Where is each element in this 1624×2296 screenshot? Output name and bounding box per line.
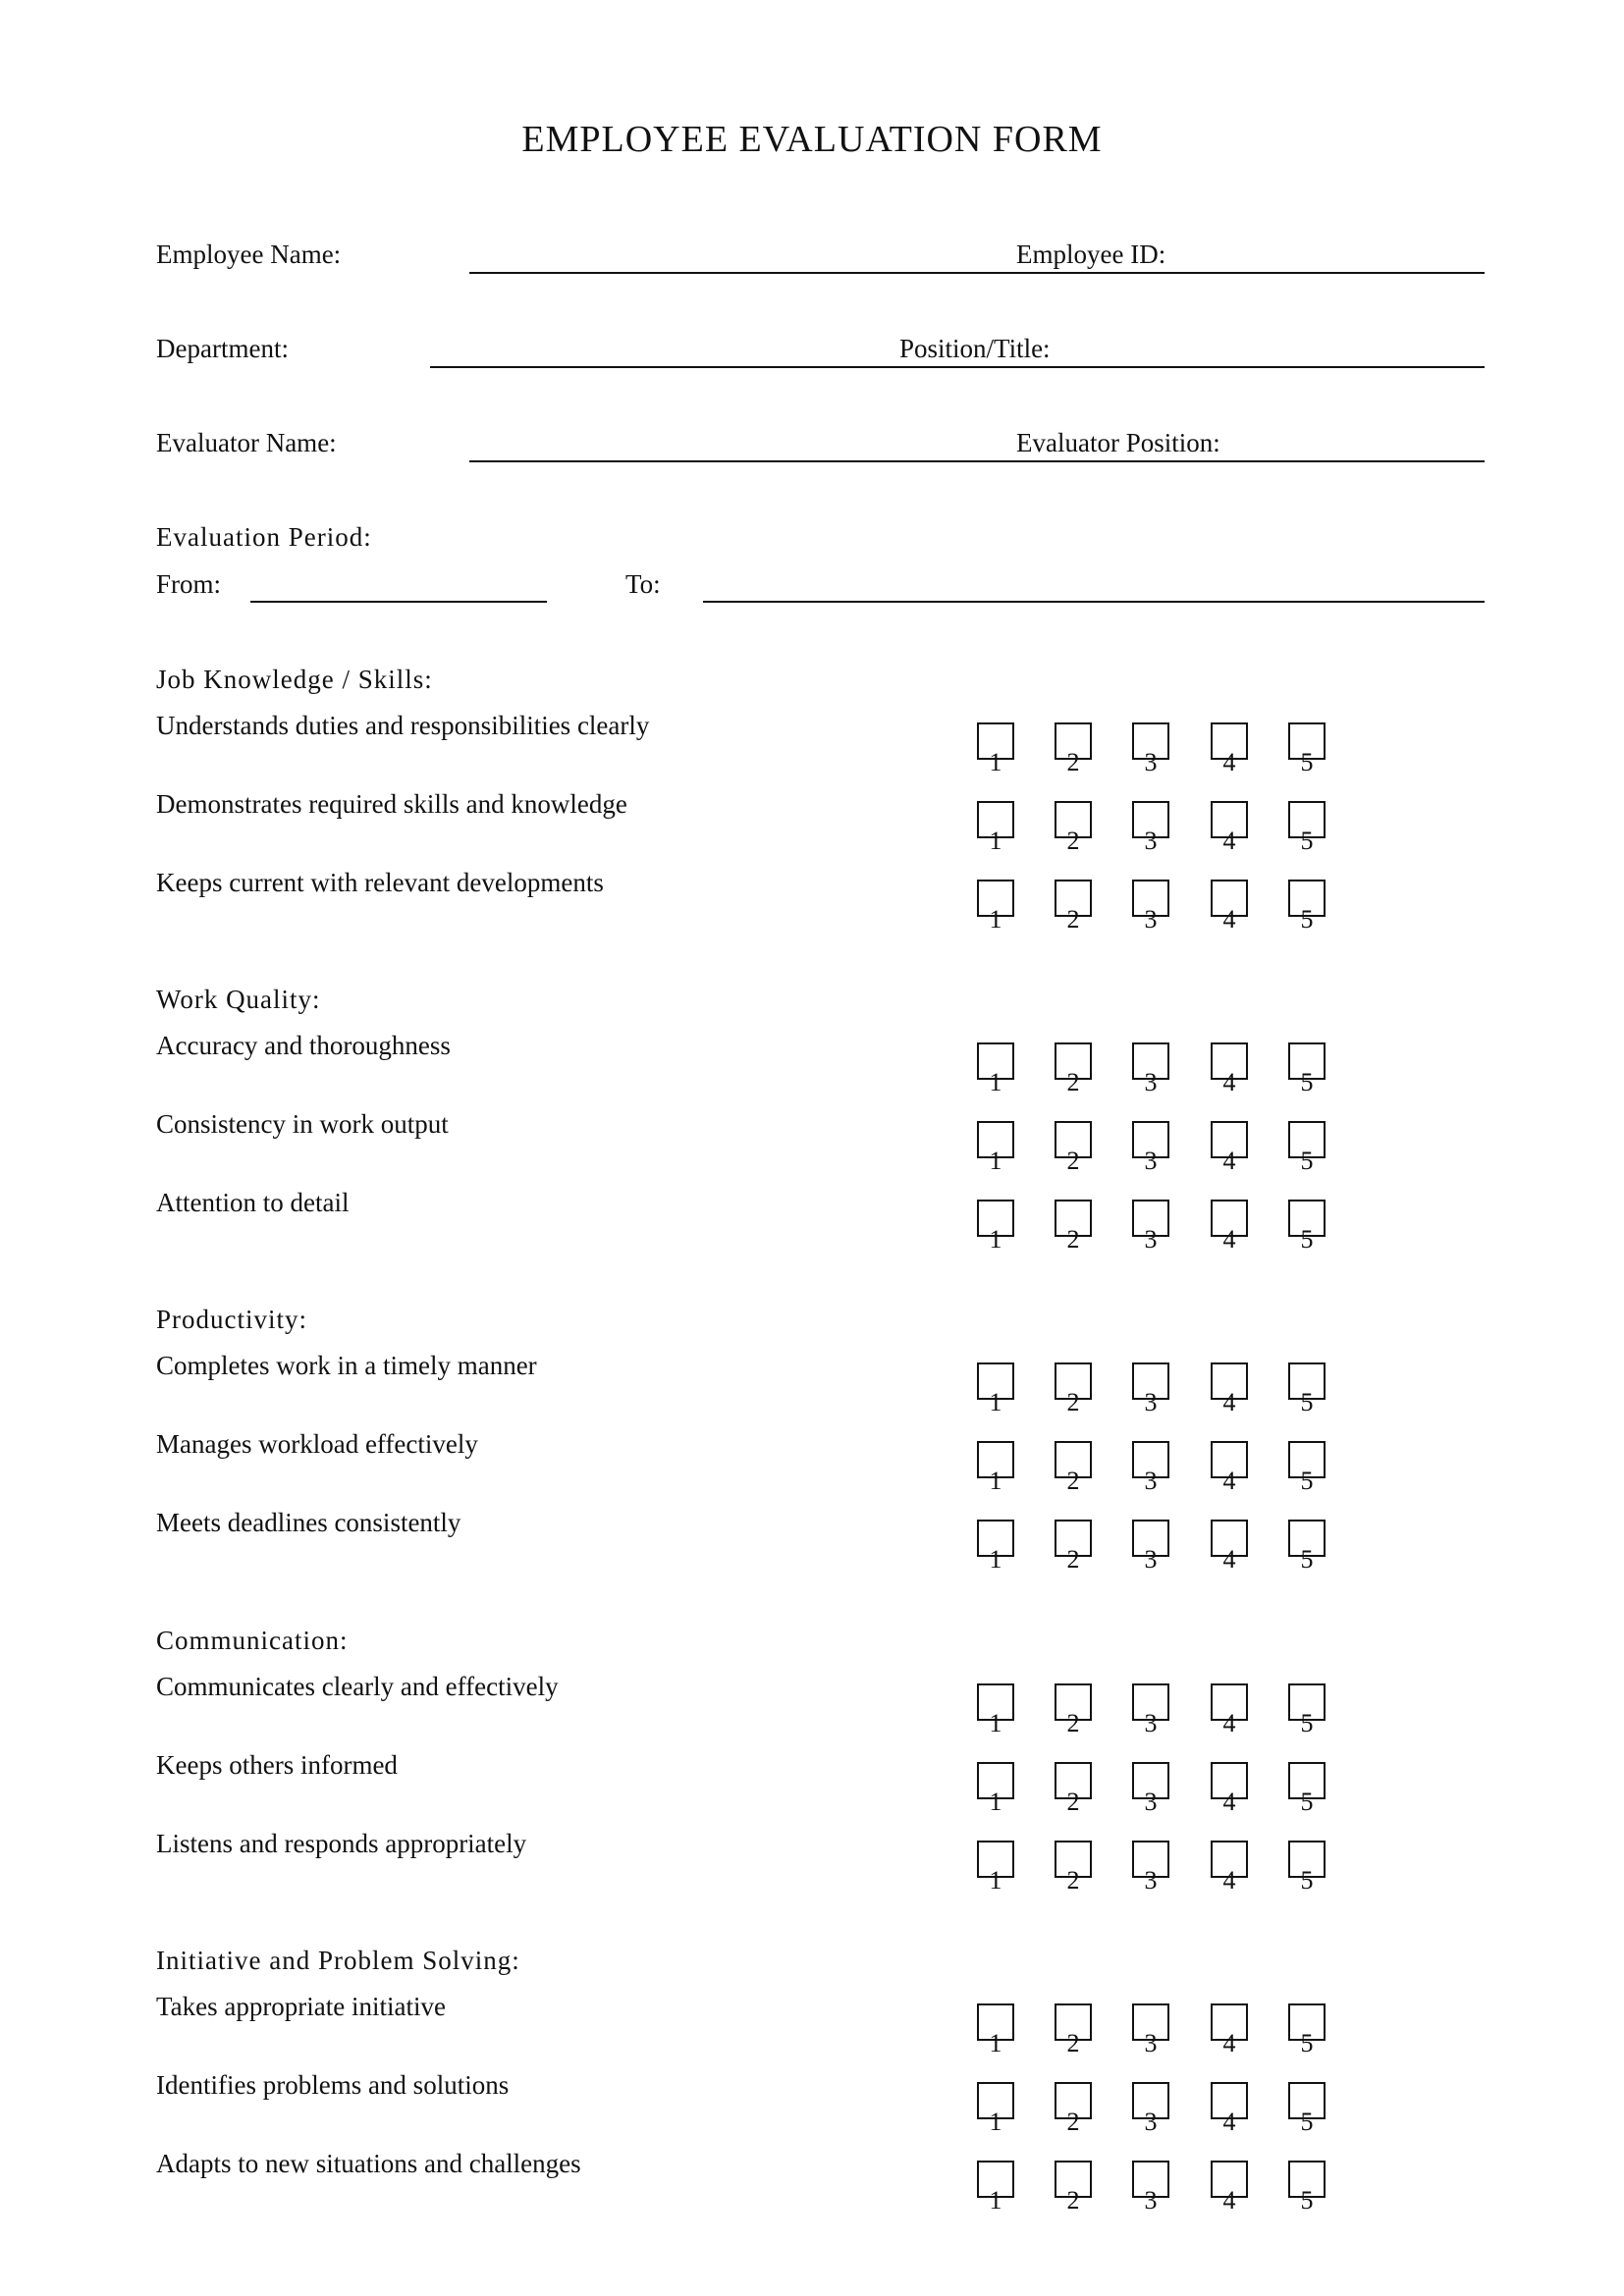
rating-number: 4 bbox=[1222, 748, 1236, 776]
criterion-label: Communicates clearly and effectively bbox=[156, 1672, 559, 1701]
rating-number: 5 bbox=[1300, 905, 1314, 934]
department-line[interactable] bbox=[430, 366, 1485, 368]
rating-number: 4 bbox=[1222, 1788, 1236, 1816]
rating-number: 5 bbox=[1300, 1388, 1314, 1416]
rating-number: 4 bbox=[1222, 1545, 1236, 1574]
rating-number: 2 bbox=[1066, 2186, 1080, 2215]
criterion-label: Accuracy and thoroughness bbox=[156, 1031, 451, 1060]
criterion-label: Understands duties and responsibilities clearly bbox=[156, 711, 650, 740]
rating-number: 5 bbox=[1300, 2029, 1314, 2057]
rating-number: 3 bbox=[1144, 1545, 1158, 1574]
rating-number: 2 bbox=[1066, 1709, 1080, 1737]
rating-number: 3 bbox=[1144, 827, 1158, 855]
rating-number: 2 bbox=[1066, 2029, 1080, 2057]
criterion-label: Identifies problems and solutions bbox=[156, 2070, 510, 2100]
rating-number: 4 bbox=[1222, 2108, 1236, 2136]
department-label: Department: bbox=[156, 334, 289, 363]
rating-number: 3 bbox=[1144, 1388, 1158, 1416]
criterion-label: Demonstrates required skills and knowledge bbox=[156, 789, 627, 819]
rating-number: 4 bbox=[1222, 1068, 1236, 1096]
rating-number: 2 bbox=[1066, 1467, 1080, 1495]
rating-number: 3 bbox=[1144, 2186, 1158, 2215]
employee-id-label: Employee ID: bbox=[1016, 240, 1166, 269]
rating-number: 2 bbox=[1066, 748, 1080, 776]
rating-number: 4 bbox=[1222, 1467, 1236, 1495]
rating-number: 2 bbox=[1066, 1225, 1080, 1254]
rating-number: 1 bbox=[989, 1388, 1002, 1416]
rating-number: 2 bbox=[1066, 1068, 1080, 1096]
criterion-label: Consistency in work output bbox=[156, 1109, 449, 1139]
evaluator-position-label: Evaluator Position: bbox=[1016, 428, 1220, 457]
rating-number: 5 bbox=[1300, 1866, 1314, 1895]
section-heading: Work Quality: bbox=[156, 985, 321, 1014]
section-heading: Job Knowledge / Skills: bbox=[156, 665, 433, 694]
criterion-label: Attention to detail bbox=[156, 1188, 350, 1217]
rating-number: 2 bbox=[1066, 827, 1080, 855]
rating-number: 2 bbox=[1066, 1147, 1080, 1175]
rating-number: 5 bbox=[1300, 1467, 1314, 1495]
rating-number: 1 bbox=[989, 1866, 1002, 1895]
rating-number: 1 bbox=[989, 748, 1002, 776]
rating-number: 1 bbox=[989, 1467, 1002, 1495]
rating-number: 4 bbox=[1222, 827, 1236, 855]
to-label: To: bbox=[625, 569, 661, 599]
rating-number: 5 bbox=[1300, 2108, 1314, 2136]
rating-number: 3 bbox=[1144, 1147, 1158, 1175]
rating-number: 1 bbox=[989, 2108, 1002, 2136]
criterion-label: Manages workload effectively bbox=[156, 1429, 478, 1459]
rating-number: 5 bbox=[1300, 827, 1314, 855]
rating-number: 2 bbox=[1066, 1388, 1080, 1416]
from-line[interactable] bbox=[250, 601, 547, 603]
rating-number: 1 bbox=[989, 827, 1002, 855]
rating-number: 1 bbox=[989, 1147, 1002, 1175]
criterion-label: Completes work in a timely manner bbox=[156, 1351, 537, 1380]
rating-number: 2 bbox=[1066, 905, 1080, 934]
section-heading: Productivity: bbox=[156, 1305, 307, 1334]
rating-number: 4 bbox=[1222, 2029, 1236, 2057]
rating-number: 3 bbox=[1144, 2108, 1158, 2136]
rating-number: 3 bbox=[1144, 905, 1158, 934]
rating-number: 5 bbox=[1300, 748, 1314, 776]
rating-number: 4 bbox=[1222, 1225, 1236, 1254]
rating-number: 3 bbox=[1144, 748, 1158, 776]
from-label: From: bbox=[156, 569, 222, 599]
rating-number: 3 bbox=[1144, 1788, 1158, 1816]
rating-number: 4 bbox=[1222, 905, 1236, 934]
rating-number: 2 bbox=[1066, 2108, 1080, 2136]
rating-number: 3 bbox=[1144, 1068, 1158, 1096]
rating-number: 5 bbox=[1300, 2186, 1314, 2215]
evaluator-name-line[interactable] bbox=[469, 460, 1485, 462]
criterion-label: Adapts to new situations and challenges bbox=[156, 2149, 581, 2178]
criterion-label: Takes appropriate initiative bbox=[156, 1992, 446, 2021]
rating-number: 4 bbox=[1222, 1866, 1236, 1895]
rating-number: 1 bbox=[989, 1709, 1002, 1737]
rating-number: 1 bbox=[989, 1225, 1002, 1254]
rating-number: 3 bbox=[1144, 1467, 1158, 1495]
rating-number: 1 bbox=[989, 1788, 1002, 1816]
rating-number: 4 bbox=[1222, 2186, 1236, 2215]
rating-number: 1 bbox=[989, 905, 1002, 934]
rating-number: 5 bbox=[1300, 1545, 1314, 1574]
form-title: EMPLOYEE EVALUATION FORM bbox=[521, 119, 1103, 160]
section-heading: Communication: bbox=[156, 1626, 349, 1655]
rating-number: 3 bbox=[1144, 1709, 1158, 1737]
rating-number: 5 bbox=[1300, 1225, 1314, 1254]
rating-number: 4 bbox=[1222, 1147, 1236, 1175]
criterion-label: Keeps current with relevant developments bbox=[156, 868, 604, 897]
criterion-label: Keeps others informed bbox=[156, 1750, 398, 1780]
rating-number: 4 bbox=[1222, 1709, 1236, 1737]
criterion-label: Meets deadlines consistently bbox=[156, 1508, 461, 1537]
rating-number: 5 bbox=[1300, 1788, 1314, 1816]
criterion-label: Listens and responds appropriately bbox=[156, 1829, 527, 1858]
rating-number: 4 bbox=[1222, 1388, 1236, 1416]
rating-number: 5 bbox=[1300, 1709, 1314, 1737]
rating-number: 5 bbox=[1300, 1147, 1314, 1175]
rating-number: 1 bbox=[989, 1068, 1002, 1096]
rating-number: 1 bbox=[989, 2029, 1002, 2057]
rating-number: 1 bbox=[989, 2186, 1002, 2215]
rating-number: 3 bbox=[1144, 1866, 1158, 1895]
rating-number: 3 bbox=[1144, 1225, 1158, 1254]
employee-name-label: Employee Name: bbox=[156, 240, 342, 269]
section-heading: Initiative and Problem Solving: bbox=[156, 1946, 520, 1975]
rating-number: 2 bbox=[1066, 1866, 1080, 1895]
rating-number: 5 bbox=[1300, 1068, 1314, 1096]
position-title-label: Position/Title: bbox=[899, 334, 1051, 363]
employee-name-line[interactable] bbox=[469, 272, 1485, 274]
rating-number: 3 bbox=[1144, 2029, 1158, 2057]
rating-number: 2 bbox=[1066, 1545, 1080, 1574]
evaluator-name-label: Evaluator Name: bbox=[156, 428, 337, 457]
rating-number: 2 bbox=[1066, 1788, 1080, 1816]
evaluation-period-label: Evaluation Period: bbox=[156, 522, 372, 552]
rating-number: 1 bbox=[989, 1545, 1002, 1574]
to-line[interactable] bbox=[703, 601, 1485, 603]
